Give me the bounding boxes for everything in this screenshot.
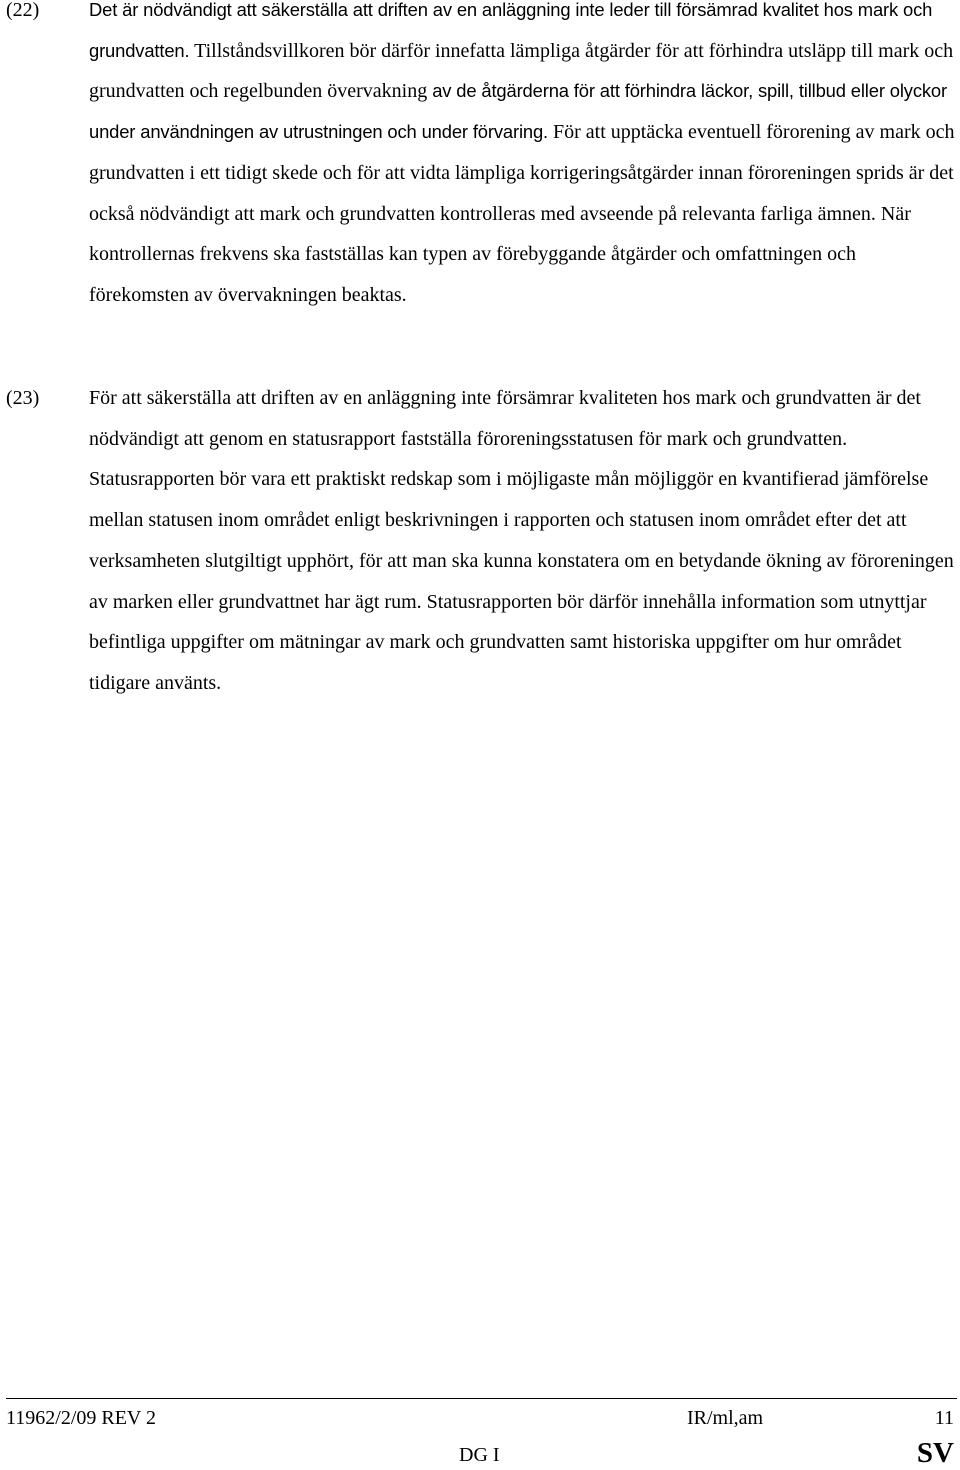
author-initials: IR/ml,am [687, 1407, 764, 1429]
recital-text-segment: Det är nödvändigt att säkerställa att driften av en anläggning inte leder till försämrad kvalitet hos mark och grundvatten. [89, 0, 933, 61]
recital-text-segment: av de åtgärderna för att förhindra läckor, spill, tillbud eller olyckor under användningen av utrustningen och under förvaring. [89, 80, 947, 143]
recital-text: För att säkerställa att driften av en anläggning inte försämrar kvaliteten hos mark och grundvatten är det nödvändigt att genom en statusrapport fastställa föroreningsstatusen för mark och grundvatten. Statusrapporten bör vara ett praktiskt redskap som i möjligaste mån möjliggör en kvantifierad jämförelse mellan statusen inom området enligt beskrivningen i rapporten och statusen inom området efter det att verksamheten slutgiltigt upphört, för att man ska kunna konstatera om en betydande ökning av föroreningen av marken eller grundvattnet har ägt rum. Statusrapporten bör därför innehålla information som utnyttjar befintliga uppgifter om mätningar av mark och grundvatten samt historiska uppgifter om hur området tidigare använts. [89, 387, 954, 694]
recital-number: (23) [6, 387, 40, 409]
recital-text-segment: För att upptäcka eventuell förorening av mark och grundvatten i ett tidigt skede och för att vidta lämpliga korrigeringsåtgärder innan föroreningen sprids är det också nödvändigt att mark och grundvatten kontrolleras med avseende på relevanta farliga ämnen. När kontrollernas frekvens ska fastställas kan typen av förebyggande åtgärder och omfattningen och förekomsten av övervakningen beaktas. [89, 121, 955, 306]
language-code: SV [916, 1437, 954, 1469]
footer-divider [6, 1398, 957, 1399]
directorate-label: DG I [459, 1444, 500, 1466]
document-reference: 11962/2/09 REV 2 [6, 1407, 157, 1429]
page-number: 11 [934, 1407, 954, 1429]
recital-text-segment: Tillståndsvillkoren bör därför innefatta lämpliga åtgärder för att förhindra utsläpp till mark och grundvatten och regelbunden övervakning [89, 39, 954, 103]
recital-text [89, 0, 955, 316]
recital-number: (22) [6, 0, 40, 21]
